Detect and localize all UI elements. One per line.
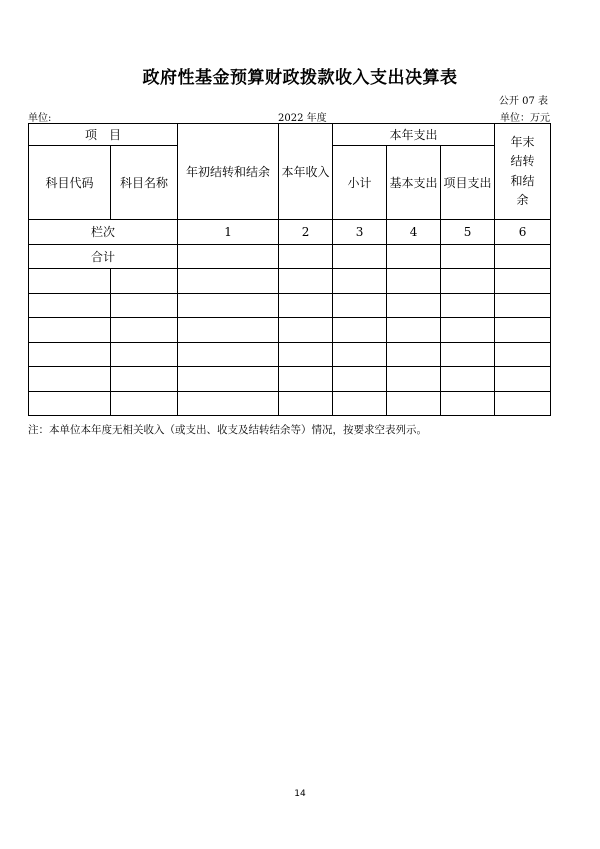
table-cell [29,318,111,343]
table-cell [441,244,495,269]
table-cell [495,367,551,392]
table-cell [333,342,387,367]
header-subtotal: 小计 [333,146,387,220]
table-cell [111,293,178,318]
table-cell [387,244,441,269]
table-cell [29,293,111,318]
table-cell [29,367,111,392]
form-number: 公开 07 表 [498,96,548,107]
table-cell [387,269,441,294]
header-current-income: 本年收入 [279,124,333,220]
table-cell [279,318,333,343]
document-title: 政府性基金预算财政拨款收入支出决算表 [142,68,458,88]
header-closing-balance [495,124,551,220]
table-cell [387,293,441,318]
table-cell [29,269,111,294]
table-cell [495,391,551,416]
table-cell [279,367,333,392]
column-number: 6 [495,220,551,245]
table-cell [111,391,178,416]
column-number: 5 [441,220,495,245]
table-cell [495,293,551,318]
column-number: 3 [333,220,387,245]
table-cell [279,293,333,318]
table-cell [111,342,178,367]
table-cell [441,318,495,343]
table-cell [178,391,279,416]
table-cell [441,367,495,392]
page-number: 14 [294,789,306,799]
table-cell [387,342,441,367]
table-cell [111,367,178,392]
total-row-label: 合计 [29,244,178,269]
table-cell [333,293,387,318]
budget-table [28,123,551,416]
table-cell [178,367,279,392]
table-cell [178,269,279,294]
table-cell [178,318,279,343]
column-number-row [29,220,551,245]
table-row [29,391,551,416]
column-number: 4 [387,220,441,245]
header-basic-expense: 基本支出 [387,146,441,220]
column-row-label: 栏次 [29,220,178,245]
table-cell [279,244,333,269]
table-row [29,342,551,367]
header-current-expense: 本年支出 [333,124,495,146]
header-name: 科目名称 [111,146,178,220]
table-cell [333,244,387,269]
table-cell [111,318,178,343]
unit-label-left: 单位: [28,113,52,124]
table-cell [495,318,551,343]
table-cell [178,342,279,367]
table-cell [29,342,111,367]
table-cell [441,391,495,416]
table-cell [495,244,551,269]
header-code: 科目代码 [29,146,111,220]
table-row [29,367,551,392]
table-cell [333,269,387,294]
table-cell [441,293,495,318]
footnote: 注：本单位本年度无相关收入（或支出、收支及结转结余等）情况，按要求空表列示。 [28,424,427,436]
table-row [29,269,551,294]
table-row [29,318,551,343]
total-row [29,244,551,269]
table-cell [495,269,551,294]
table-cell [279,342,333,367]
table-cell [178,293,279,318]
table-cell [387,318,441,343]
fiscal-year: 2022 年度 [278,113,327,124]
column-number: 1 [178,220,279,245]
table-row [29,293,551,318]
table-cell [29,391,111,416]
column-number: 2 [279,220,333,245]
table-cell [387,391,441,416]
table-cell [279,269,333,294]
unit-label-right: 单位：万元 [500,113,550,124]
table-cell [279,391,333,416]
header-item: 项 目 [29,124,178,146]
table-cell [111,269,178,294]
table-cell [441,269,495,294]
header-project-expense: 项目支出 [441,146,495,220]
table-cell [178,244,279,269]
table-cell [333,367,387,392]
table-cell [387,367,441,392]
table-cell [441,342,495,367]
table-cell [333,318,387,343]
header-closing-balance-text: 年末结转和结余 [510,135,535,207]
header-opening-balance: 年初结转和结余 [178,124,279,220]
table-cell [333,391,387,416]
meta-row [28,109,550,123]
table-cell [495,342,551,367]
